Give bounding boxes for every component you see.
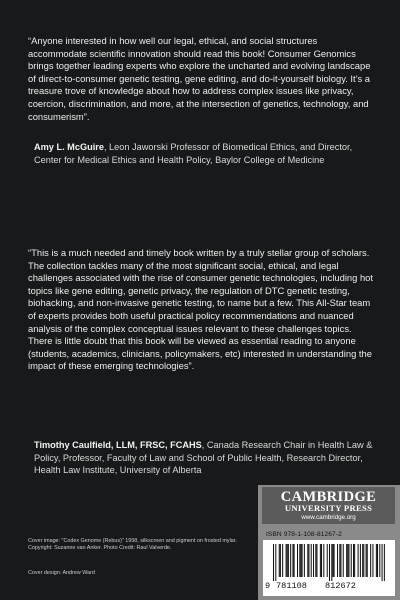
- barcode-digit-group: 781108: [276, 581, 307, 591]
- barcode-digit-group: 812672: [325, 581, 356, 591]
- endorser-affiliation: , Canada Research Chair in Health Law & Policy, Professor, Faculty of Law and School of Public Health, Research Director, Health Law Institute, University of Alberta: [34, 440, 373, 476]
- isbn-label: ISBN 978-1-108-81267-2: [266, 531, 342, 538]
- publisher-name: CAMBRIDGE: [280, 489, 377, 505]
- publisher-logo: [262, 487, 395, 524]
- blurb-attribution: [34, 141, 374, 166]
- publisher-panel: [258, 485, 400, 600]
- barcode: [263, 540, 395, 596]
- blurb-quote: “This is a much needed and timely book written by a truly stellar group of scholars. The collection tackles many of the most significant social, ethical, and legal challenges associated with the rise of consumer genetic technologies, including hot topics like gene editing, genetic privacy, the regulation of DTC genetic testing, biohacking, and non-invasive genetic testing, to name but a few. This All-Star team of experts provides both useful practical policy recommendations and nuanced analysis of the complex conceptual issues relevant to these challenges topics. There is little doubt that this book will be viewed as essential reading to anyone (students, academics, clinicians, policymakers, etc) interested in understanding the impact of these emerging technologies”.: [28, 247, 373, 372]
- blurb-quote: “Anyone interested in how well our legal, ethical, and social structures accommodate scientific innovation should read this book! Consumer Genomics brings together leading experts who explore the uncharted and evolving landscape of direct-to-consumer genetic testing, gene editing, and do-it-yourself biology. It’s a treasure trove of knowledge about how to address complex issues like privacy, coercion, discrimination, and more, at the intersection of genetics, technology, and consumerism”.: [28, 35, 371, 122]
- barcode-icon: [273, 544, 385, 581]
- endorser-affiliation: , Leon Jaworski Professor of Biomedical Ethics, and Director, Center for Medical Ethics and Health Policy, Baylor College of Medicine: [34, 142, 353, 165]
- cover-design-credit: Cover design: Andrew Ward: [28, 570, 95, 576]
- cover-image-credit: Cover image: "Codex Genome (Rebus)" 1998, silkscreen and pigment on frosted mylar. Copyright: Suzanne van Anker. Photo Credit: Raul Valverde.: [28, 538, 237, 552]
- publisher-subname: UNIVERSITY PRESS: [284, 503, 373, 513]
- endorser-name: Amy L. McGuire: [34, 142, 104, 152]
- publisher-url: www.cambridge.org: [301, 514, 356, 521]
- barcode-digit-group: 9: [265, 581, 271, 591]
- endorser-name: Timothy Caulfield, LLM, FRSC, FCAHS: [34, 440, 202, 450]
- blurb-attribution: [34, 439, 374, 477]
